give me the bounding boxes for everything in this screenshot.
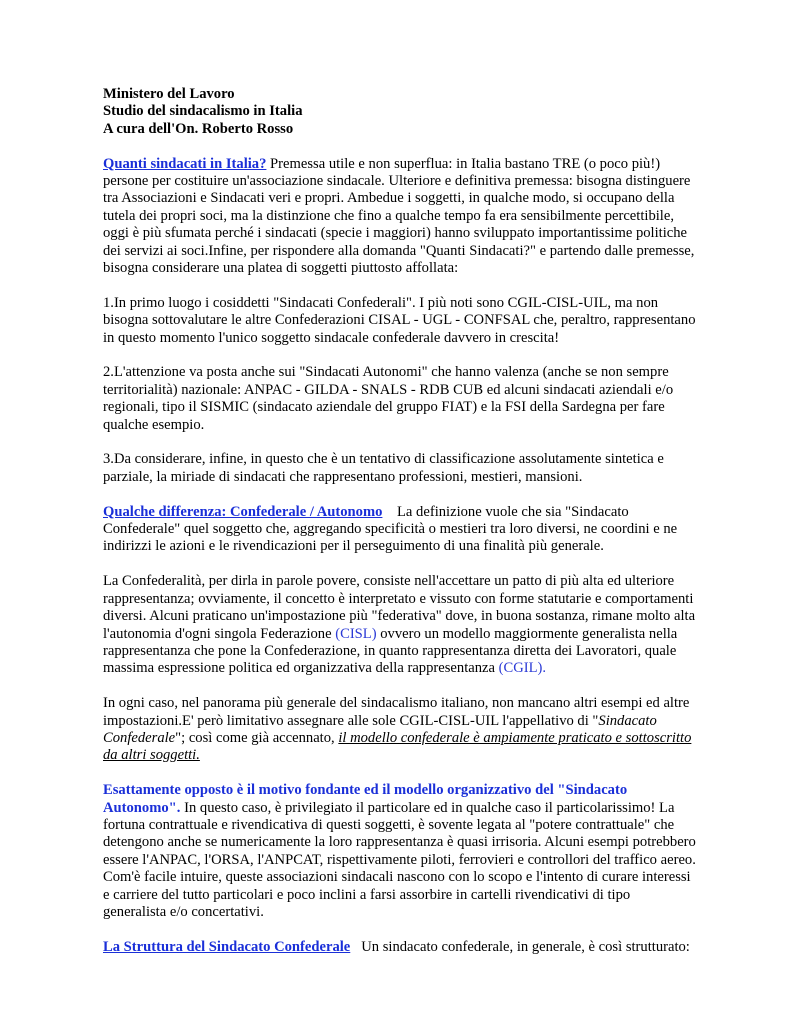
section-quanti-sindacati-text: Premessa utile e non superflua: in Italia bastano TRE (o poco più!) persone per costituire un'associazione sindacale. Ulteriore e definitiva premessa: bisogna distinguere tra Associazioni e Sindacati veri e propri. Ambedue i soggetti, in qualche modo, si occupano della tutela dei propri soci, ma la distinzione che fino a qualche tempo fa era sensibilmente percettibile, oggi è più sfumata perché i sindacati (specie i maggiori) hanno sviluppato importantissime politiche dei servizi ai soci.Infine, per rispondere alla domanda "Quanti Sindacati?" e partendo dalle premesse, bisogna considerare una platea di soggetti piuttosto affollata: bbox=[103, 155, 695, 277]
sindacato-confederale-italic: Sindacato Confederale bbox=[103, 712, 657, 746]
link-differenza-confederale-autonomo[interactable]: Qualche differenza: Confederale / Autonomo bbox=[103, 503, 383, 520]
header-author: A cura dell'On. Roberto Rosso bbox=[103, 120, 294, 137]
list-item-professioni: 3.Da considerare, infine, in questo che è un tentativo di classificazione assolutamente sintetica e parziale, la miriade di sindacati che rappresentano professioni, mestieri, mansioni. bbox=[103, 451, 664, 485]
sindacato-autonomo-text: In questo caso, è privilegiato il particolare ed in qualche caso il particolarissimo! La fortuna contrattuale e rivendicativa di questi soggetti, è sovente legata al "potere contrattuale" che detengono anche se numericamente la loro rappresentanza è quasi irrisoria. Alcuni esempi potrebbero essere l'ANPAC, l'ORSA, l'ANPCAT, rispettivamente piloti, ferrovieri e controllori del traffico aereo. Com'è facile intuire, queste associazioni sindacali nascono con lo scopo e l'intento di curare interessi e carriere del tutto particolari e poco inclini a farsi assorbire in cartelli rivendicativi di tipo generalista e/o concertativi. bbox=[103, 799, 696, 920]
document-header bbox=[103, 86, 697, 138]
paragraph-ogni-caso bbox=[103, 695, 697, 765]
paragraph-confederalita bbox=[103, 573, 697, 677]
section-struttura bbox=[103, 939, 697, 956]
confederalita-text-2: ovvero un modello maggiormente generalista nella rappresentanza che pone la Confederazione, in quanto rappresentanza diretta dei Lavoratori, quale massima espressione politica ed organizzativa della rappresentanza bbox=[103, 625, 678, 677]
list-item-autonomi: 2.L'attenzione va posta anche sui "Sindacati Autonomi" che hanno valenza (anche se non sempre territorialità) nazionale: ANPAC - GILDA - SNALS - RDB CUB ed alcuni sindacati aziendali e/o regionali, tipo il SISMIC (sindacato aziendale del gruppo FIAT) e la FSI della Sardegna per fare qualche esempio. bbox=[103, 364, 674, 433]
section-struttura-text: Un sindacato confederale, in generale, è così strutturato: bbox=[350, 938, 690, 955]
section-sindacato-autonomo bbox=[103, 782, 697, 921]
sindacato-autonomo-heading: Esattamente opposto è il motivo fondante ed il modello organizzativo del "Sindacato Autonomo". bbox=[103, 782, 628, 816]
section-differenza-text: La definizione vuole che sia "Sindacato Confederale" quel soggetto che, aggregando specificità o mestieri tra loro diversi, ne coordini e ne indirizzi le azioni e le rivendicazioni per il perseguimento di una finalità più generale. bbox=[103, 503, 681, 555]
link-struttura-sindacato-confederale[interactable]: La Struttura del Sindacato Confederale bbox=[103, 938, 351, 955]
cgil-label: (CGIL). bbox=[498, 660, 547, 677]
header-study-title: Studio del sindacalismo in Italia bbox=[103, 103, 303, 120]
section-quanti-sindacati bbox=[103, 156, 697, 278]
list-item-confederali: 1.In primo luogo i cosiddetti "Sindacati Confederali". I più noti sono CGIL-CISL-UIL, ma non bisogna sottovalutare le altre Confederazioni CISAL - UGL - CONFSAL che, peraltro, rappresentano in questo momento l'unico soggetto sindacale confederale davvero in crescita! bbox=[103, 294, 696, 346]
document-page bbox=[103, 86, 697, 974]
header-ministry: Ministero del Lavoro bbox=[103, 86, 235, 102]
cisl-label: (CISL) bbox=[335, 625, 377, 642]
confederalita-text-1: La Confederalità, per dirla in parole povere, consiste nell'accettare un patto di più alta ed ulteriore rappresentanza; ovviamente, il concetto è interpretato e vissuto con forme statutarie e comportamenti diversi. Alcuni praticano un'impostazione più "federativa" dove, in buona sostanza, rimane molto alta l'autonomia d'ogni singola Federazione bbox=[103, 573, 696, 642]
link-quanti-sindacati[interactable]: Quanti sindacati in Italia? bbox=[103, 155, 267, 172]
section-differenza bbox=[103, 504, 697, 556]
ogni-caso-text-2: "; così come già accennato, bbox=[175, 729, 339, 746]
modello-confederale-emphasis: il modello confederale è ampiamente praticato e sottoscritto da altri soggetti. bbox=[103, 729, 692, 764]
ogni-caso-text-1: In ogni caso, nel panorama più generale del sindacalismo italiano, non mancano altri esempi ed altre impostazioni.E' però limitativo assegnare alle sole CGIL-CISL-UIL l'appellativo di " bbox=[103, 695, 690, 729]
